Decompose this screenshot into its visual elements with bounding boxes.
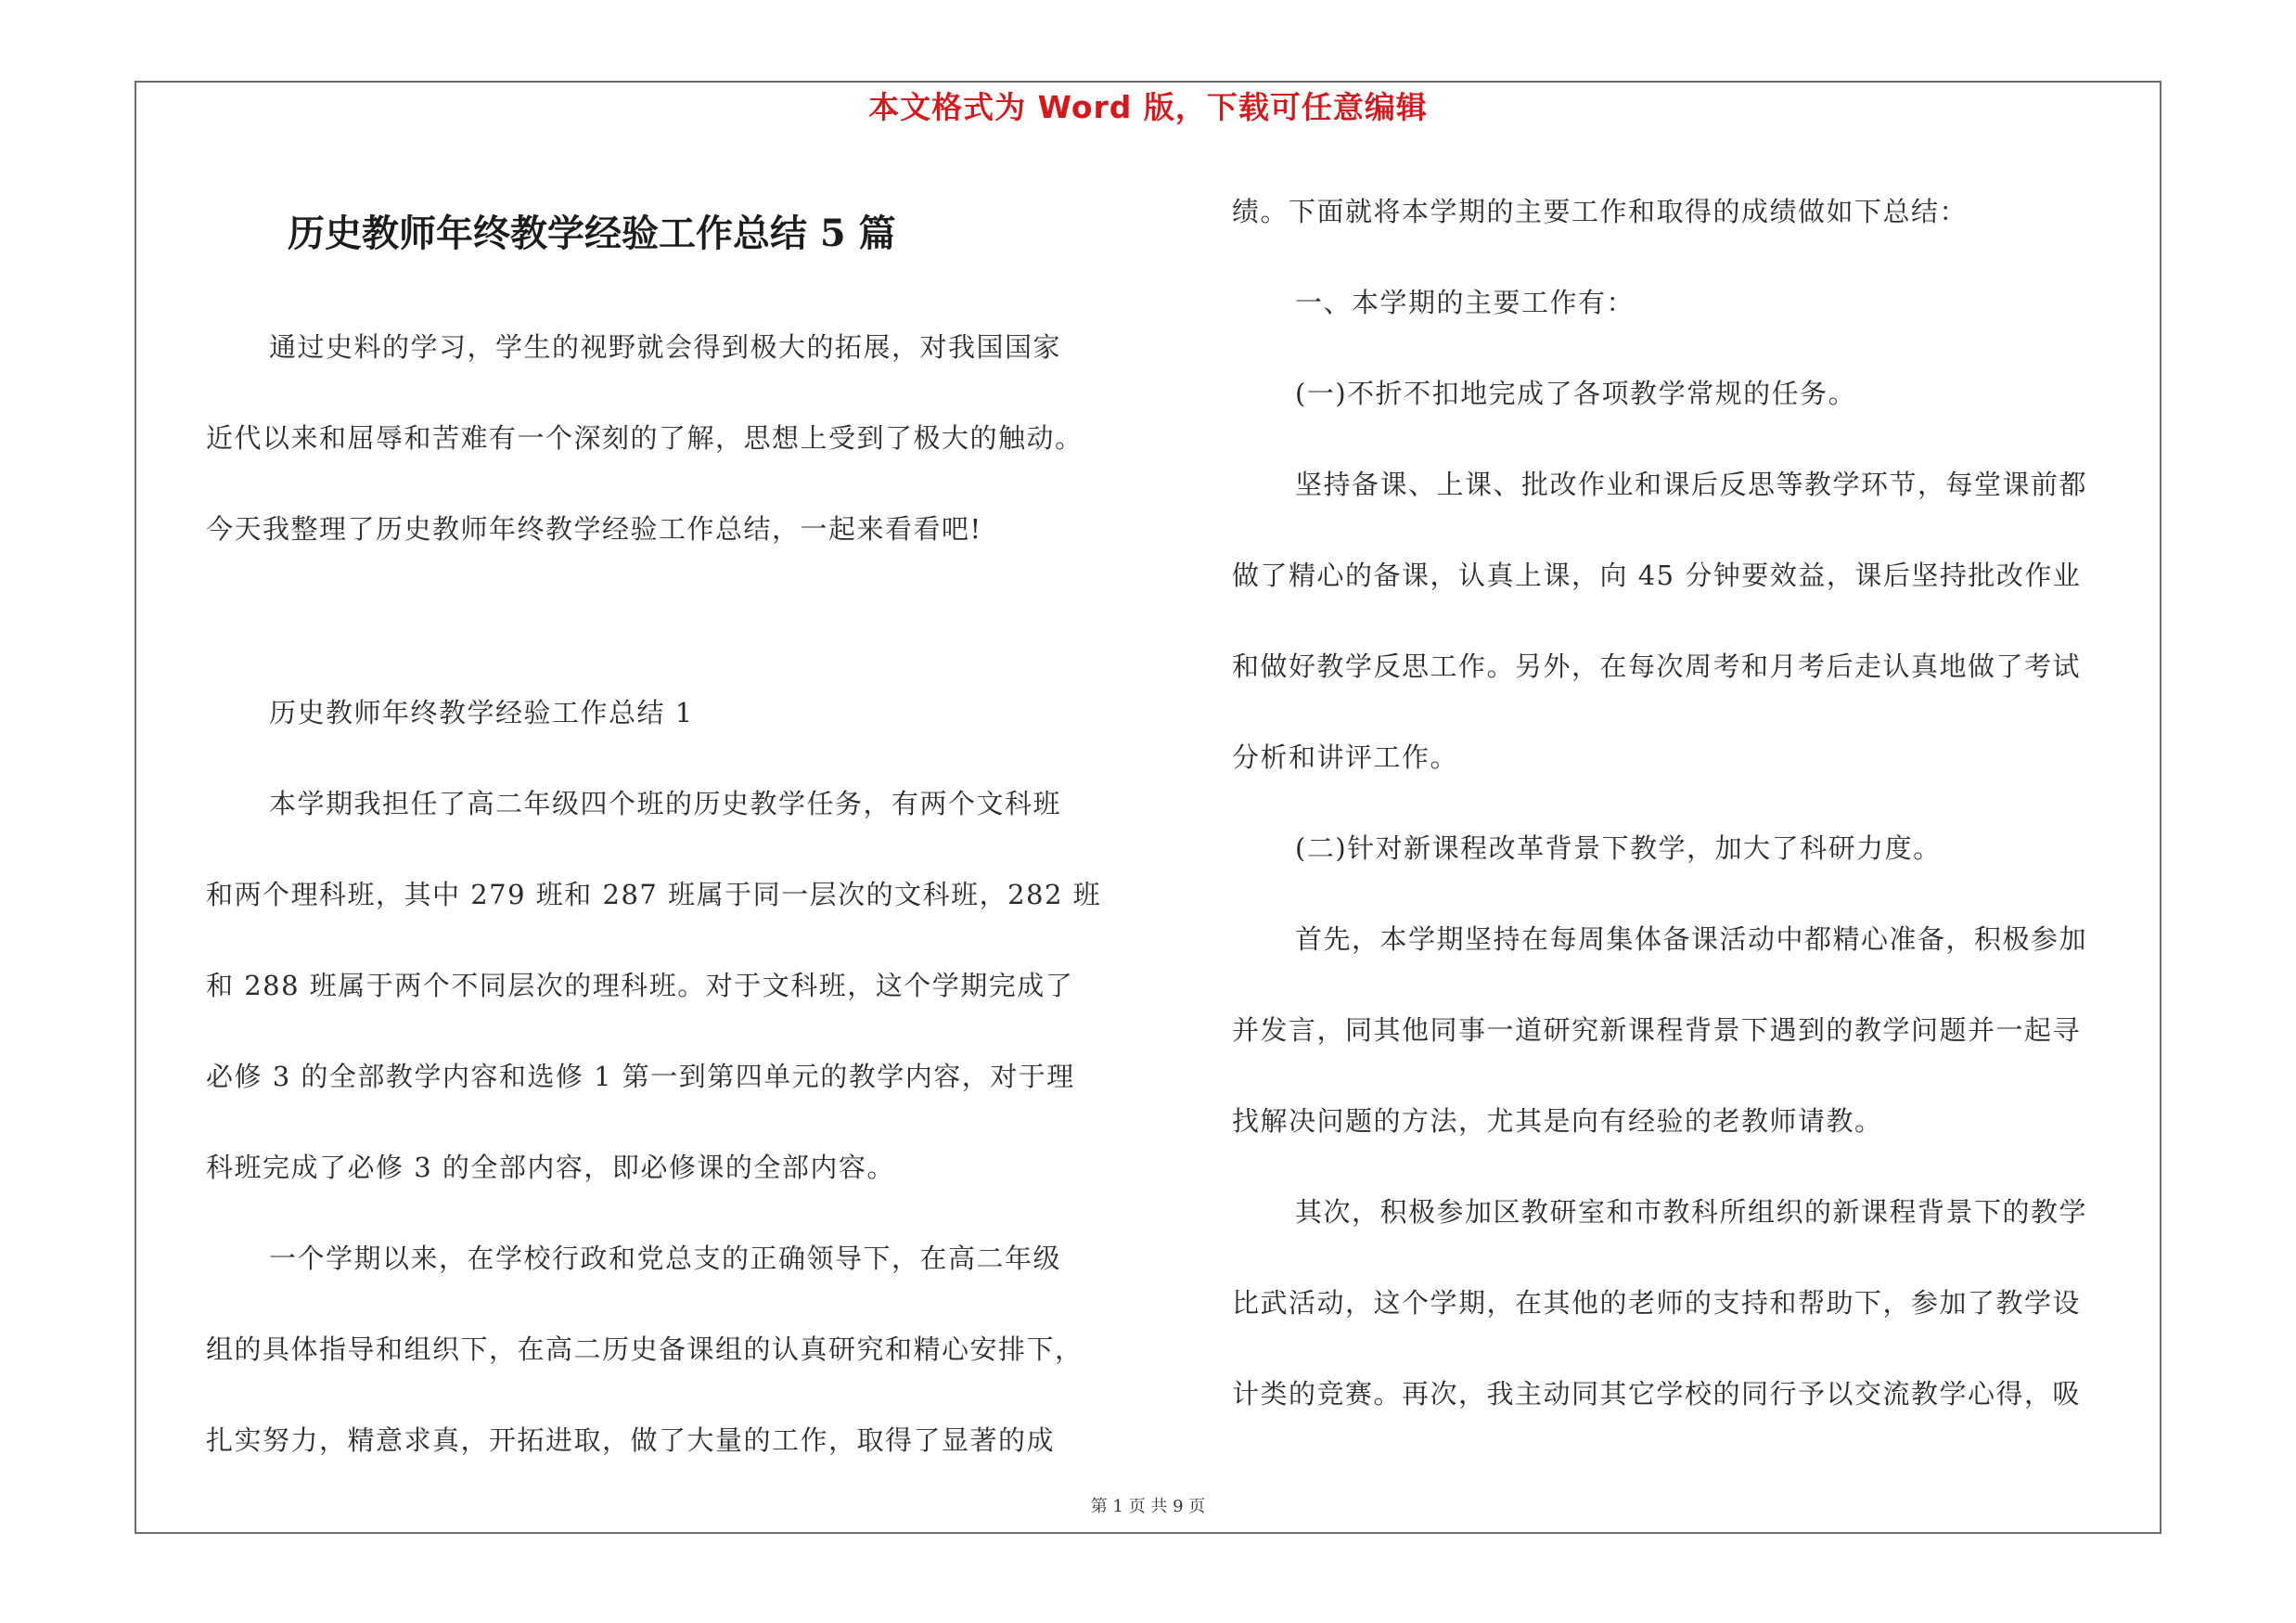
format-notice-banner: 本文格式为 Word 版，下载可任意编辑 <box>868 89 1428 125</box>
paragraph-line: 找解决问题的方法，尤其是向有经验的老教师请教。 <box>1232 1105 1883 1137</box>
paragraph-line: 今天我整理了历史教师年终教学经验工作总结，一起来看看吧! <box>206 513 982 545</box>
page-number-footer: 第 1 页 共 9 页 <box>1090 1497 1206 1516</box>
paragraph-line: 计类的竞赛。再次，我主动同其它学校的同行予以交流教学心得，吸 <box>1232 1378 2082 1410</box>
paragraph-line: 必修 3 的全部教学内容和选修 1 第一到第四单元的教学内容，对于理 <box>206 1061 1075 1092</box>
paragraph-line: 通过史料的学习，学生的视野就会得到极大的拓展，对我国国家 <box>269 331 1062 363</box>
section-heading: 历史教师年终教学经验工作总结 1 <box>269 697 694 728</box>
section-heading: 一、本学期的主要工作有： <box>1295 287 1635 318</box>
subsection-heading: (二)针对新课程改革背景下教学，加大了科研力度。 <box>1295 832 1942 864</box>
paragraph-line: 一个学期以来，在学校行政和党总支的正确领导下，在高二年级 <box>269 1243 1062 1274</box>
paragraph-line: 分析和讲评工作。 <box>1232 741 1459 773</box>
paragraph-line: 近代以来和屈辱和苦难有一个深刻的了解，思想上受到了极大的触动。 <box>206 422 1084 454</box>
paragraph-line: 首先，本学期坚持在每周集体备课活动中都精心准备，积极参加 <box>1295 923 2088 955</box>
paragraph-line: 和做好教学反思工作。另外，在每次周考和月考后走认真地做了考试 <box>1232 650 2082 682</box>
paragraph-line: 扎实努力，精意求真，开拓进取，做了大量的工作，取得了显著的成 <box>206 1424 1056 1456</box>
paragraph-line: 并发言，同其他同事一道研究新课程背景下遇到的教学问题并一起寻 <box>1232 1014 2082 1046</box>
paragraph-line: 坚持备课、上课、批改作业和课后反思等教学环节，每堂课前都 <box>1295 469 2088 500</box>
paragraph-line: 和 288 班属于两个不同层次的理科班。对于文科班，这个学期完成了 <box>206 970 1074 1001</box>
paragraph-line: 比武活动，这个学期，在其他的老师的支持和帮助下，参加了教学设 <box>1232 1287 2082 1319</box>
paragraph-line: 组的具体指导和组织下，在高二历史备课组的认真研究和精心安排下， <box>206 1333 1084 1365</box>
paragraph-line: 绩。下面就将本学期的主要工作和取得的成绩做如下总结： <box>1232 196 1969 227</box>
paragraph-line: 本学期我担任了高二年级四个班的历史教学任务，有两个文科班 <box>269 788 1062 819</box>
paragraph-line: 其次，积极参加区教研室和市教科所组织的新课程背景下的教学 <box>1295 1196 2088 1228</box>
document-title: 历史教师年终教学经验工作总结 5 篇 <box>288 212 896 255</box>
paragraph-line: 科班完成了必修 3 的全部内容，即必修课的全部内容。 <box>206 1152 895 1183</box>
paragraph-line: 做了精心的备课，认真上课，向 45 分钟要效益，课后坚持批改作业 <box>1232 560 2082 591</box>
subsection-heading: (一)不折不扣地完成了各项教学常规的任务。 <box>1295 378 1857 409</box>
paragraph-line: 和两个理科班，其中 279 班和 287 班属于同一层次的文科班，282 班 <box>206 879 1102 910</box>
